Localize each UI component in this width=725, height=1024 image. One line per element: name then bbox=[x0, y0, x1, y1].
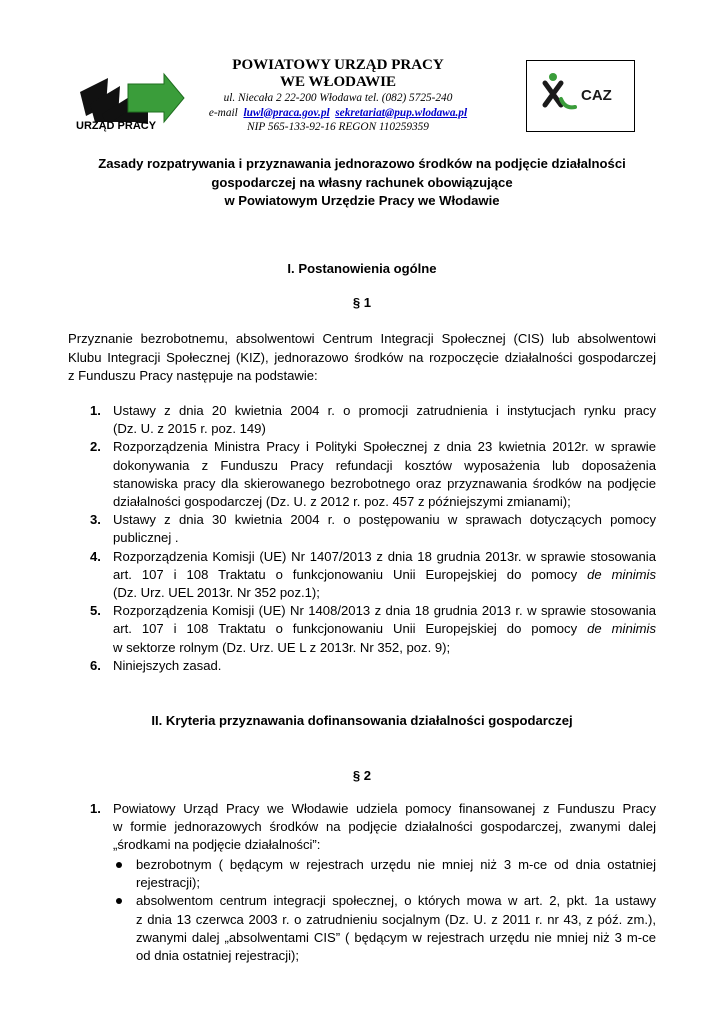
list-line: „środkami na podjęcie działalności”: bbox=[113, 837, 321, 853]
criteria-list bbox=[90, 800, 656, 965]
list-item bbox=[90, 657, 656, 675]
list-number: 6. bbox=[90, 657, 101, 673]
bullet-item bbox=[113, 856, 656, 893]
title-line-1: Zasady rozpatrywania i przyznawania jednorazowo środków na podjęcie działalności bbox=[98, 156, 626, 171]
list-item bbox=[90, 602, 656, 657]
list-line: w formie jednorazowych środków na podjęcie działalności gospodarczej, zwanymi dalej bbox=[113, 819, 656, 835]
title-line-2: gospodarczej na własny rachunek obowiązujące bbox=[211, 174, 513, 190]
list-item bbox=[90, 800, 656, 965]
bullet-icon bbox=[116, 898, 122, 904]
list-item bbox=[90, 548, 656, 603]
list-line-emphasis: de minimis bbox=[587, 621, 656, 637]
bullet-line: z dnia 13 czerwca 2003 r. o zatrudnieniu socjalnym (Dz. U. z 2011 r. nr 43, z póź. zm.), bbox=[136, 911, 656, 927]
list-line: Ustawy z dnia 30 kwietnia 2004 r. o postępowaniu w sprawach dotyczących pomocy bbox=[113, 512, 656, 528]
nip-regon: NIP 565-133-92-16 REGON 110259359 bbox=[247, 121, 429, 134]
caz-logo bbox=[526, 60, 635, 132]
list-number: 1. bbox=[90, 403, 101, 418]
list-line: Rozporządzenia Komisji (UE) Nr 1408/2013 z dnia 18 grudnia 2013 r. w sprawie stosowania bbox=[113, 603, 656, 619]
section-1-heading: I. Postanowienia ogólne bbox=[287, 261, 437, 276]
list-line-text: art. 107 i 108 Traktatu o funkcjonowaniu Unii Europejskiej do pomocy bbox=[113, 566, 588, 582]
list-line: stanowiska pracy dla skierowanego bezrobotnego oraz przyznawania środków na podjęcie bbox=[113, 475, 656, 491]
caz-mark-icon bbox=[527, 61, 633, 130]
list-item bbox=[90, 402, 656, 438]
email-link-2[interactable]: sekretariat@pup.wlodawa.pl bbox=[335, 106, 468, 119]
list-line: (Dz. U. z 2015 r. poz. 149) bbox=[113, 421, 266, 437]
bullet-list bbox=[113, 856, 656, 966]
list-line-text: art. 107 i 108 Traktatu o funkcjonowaniu Unii Europejskiej do pomocy bbox=[113, 621, 588, 637]
list-line bbox=[113, 620, 656, 638]
intro-line: Przyznanie bezrobotnemu, absolwentowi Centrum Integracji Społecznej (CIS) lub absolwentowi bbox=[68, 331, 656, 346]
list-line: w sektorze rolnym (Dz. Urz. UE L z 2013r. Nr 352, poz. 9); bbox=[113, 639, 451, 655]
office-header bbox=[188, 57, 488, 135]
section-1-intro bbox=[68, 330, 656, 386]
urzad-pracy-logo bbox=[68, 70, 186, 140]
office-address: ul. Niecała 2 22-200 Włodawa tel. (082) 5725-240 bbox=[223, 92, 453, 104]
list-item bbox=[90, 511, 656, 547]
office-emails bbox=[188, 106, 488, 121]
intro-line: Klubu Integracji Społecznej (KIZ), jednorazowo środków na rozpoczęcie działalności gospodarczej bbox=[68, 349, 656, 365]
list-line: dokonywania z Funduszu Pracy refundacji kosztów wyposażenia lub doposażenia bbox=[113, 457, 656, 473]
list-line: działalności gospodarczej (Dz. U. z 2012 r. poz. 457 z późniejszymi zmianami); bbox=[113, 494, 571, 510]
email-link-1[interactable]: luwl@praca.gov.pl bbox=[243, 106, 330, 119]
intro-line: z Funduszu Pracy następuje na podstawie: bbox=[68, 368, 318, 383]
list-item bbox=[90, 438, 656, 511]
caz-text: CAZ bbox=[581, 87, 612, 104]
section-1-paragraph-mark: § 1 bbox=[352, 295, 372, 310]
list-line: Ustawy z dnia 20 kwietnia 2004 r. o promocji zatrudnienia i instytucjach rynku pracy bbox=[113, 403, 656, 418]
bullet-line: absolwentom centrum integracji społecznej, o których mowa w art. 2, pkt. 1a ustawy bbox=[136, 893, 656, 909]
bullet-line: rejestracji); bbox=[136, 874, 201, 890]
list-number: 5. bbox=[90, 603, 101, 619]
section-2-paragraph-mark: § 2 bbox=[352, 768, 372, 783]
list-line: Rozporządzenia Komisji (UE) Nr 1407/2013 z dnia 18 grudnia 2013r. w sprawie stosowania bbox=[113, 548, 656, 564]
bullet-item bbox=[113, 892, 656, 965]
bullet-line: od dnia ostatniej rejestracji); bbox=[136, 948, 300, 964]
list-number: 4. bbox=[90, 548, 101, 564]
list-line: Rozporządzenia Ministra Pracy i Polityki Społecznej z dnia 23 kwietnia 2012r. w sprawie bbox=[113, 439, 656, 455]
list-line: publicznej . bbox=[113, 530, 179, 546]
document-title bbox=[68, 155, 656, 211]
list-line bbox=[113, 566, 656, 584]
bullet-line: zwanymi dalej „absolwentami CIS” ( będącym w rejestrach urzędu nie mniej niż 3 m-ce bbox=[136, 929, 656, 945]
office-name-line1: POWIATOWY URZĄD PRACY bbox=[232, 57, 444, 73]
list-line: Niniejszych zasad. bbox=[113, 657, 222, 673]
list-number: 2. bbox=[90, 439, 101, 455]
list-line-emphasis: de minimis bbox=[587, 566, 656, 582]
legal-basis-list bbox=[90, 402, 656, 675]
bullet-line: bezrobotnym ( będącym w rejestrach urzędu nie mniej niż 3 m-ce od dnia ostatniej bbox=[136, 856, 656, 872]
bullet-icon bbox=[116, 862, 122, 868]
list-number: 3. bbox=[90, 512, 101, 528]
title-line-3: w Powiatowym Urzędzie Pracy we Włodawie bbox=[224, 193, 500, 208]
list-line: (Dz. Urz. UEL 2013r. Nr 352 poz.1); bbox=[113, 585, 320, 601]
list-line: Powiatowy Urząd Pracy we Włodawie udziela pomocy finansowanej z Funduszu Pracy bbox=[113, 801, 656, 816]
logo-caption: URZĄD PRACY bbox=[76, 120, 157, 132]
list-number: 1. bbox=[90, 801, 101, 816]
email-label: e-mail bbox=[208, 106, 238, 119]
office-name-line2: WE WŁODAWIE bbox=[279, 74, 396, 90]
section-2-heading: II. Kryteria przyznawania dofinansowania działalności gospodarczej bbox=[151, 713, 573, 728]
